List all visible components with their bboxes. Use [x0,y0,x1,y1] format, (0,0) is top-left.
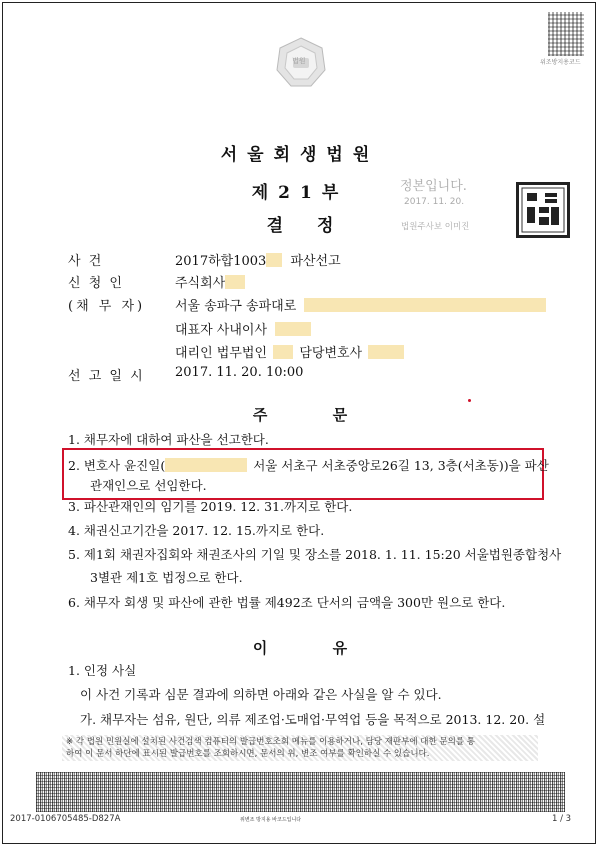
seal-glyphs [519,185,567,235]
issue-number: 2017-0106705485-D827A [10,814,121,824]
redaction [273,345,293,359]
redaction [165,458,247,472]
certified-officer: 법원주사보 이미진 [401,222,470,232]
court-seal [516,182,570,238]
order-item-6: 6. 채무자 회생 및 파산에 관한 법률 제492조 단서의 금액을 300만 원으로 한다. [68,595,506,610]
date-label: 선 고 일 시 [68,369,145,384]
redaction [225,275,245,289]
redaction [304,298,546,312]
court-name: 서울회생법원 [220,145,380,165]
reason-line-2: 가. 채무자는 섬유, 원단, 의류 제조업·도매업·무역업 등을 목적으로 2013. 12. 20. 설 [80,712,546,727]
anti-forgery-qr-code [548,12,584,56]
notice-line-2: 하여 이 문서 하단에 표시된 발급번호를 조회하시면, 문서의 위, 변조 여부를 확인하실 수 있습니다. [66,749,430,759]
document-type: 결정 [266,216,368,236]
order-item-2 [68,456,549,474]
order-item-3: 3. 파산관재인의 임기를 2019. 12. 31.까지로 한다. [68,499,353,514]
red-dot [468,399,471,402]
reason-heading: 이 유 [252,639,378,657]
applicant-label: 신 청 인 [68,276,124,291]
reason-line-1: 이 사건 기록과 심문 결과에 의하면 아래와 같은 사실을 알 수 있다. [80,687,442,702]
case-value [175,250,341,269]
redaction [266,253,282,267]
order-item-5: 5. 제1회 채권자집회와 채권조사의 기일 및 장소를 2018. 1. 11. 15:20 서울법원종합청사 [68,547,562,562]
debtor-address-text: 서울 송파구 송파대로 [175,299,297,314]
anti-forgery-barcode [36,772,565,812]
debtor-address [175,295,546,314]
barcode-caption: 위변조 방지용 바코드입니다 [240,817,302,823]
agent-suffix: 담당변호사 [299,346,363,361]
applicant-value [175,272,245,291]
order-item-2-cont: 관재인으로 선임한다. [90,478,207,493]
order-item-2-suffix: 서울 서초구 서초중앙로26길 13, 3층(서초동))을 파산 [253,458,549,473]
page-number: 1 / 3 [552,814,572,824]
debtor-label: (채 무 자) [68,299,146,314]
reason-subheading: 1. 인정 사실 [68,663,137,678]
applicant-name: 주식회사 [175,276,226,291]
date-value: 2017. 11. 20. 10:00 [175,365,304,380]
order-item-1: 1. 채무자에 대하여 파산을 선고한다. [68,432,269,447]
case-number: 2017하합1003 [175,254,267,269]
representative-label: 대표자 사내이사 [175,323,268,338]
emblem-label: 법원 [292,57,306,65]
order-heading: 주 문 [252,406,378,424]
case-name: 파산선고 [290,254,341,269]
court-emblem [275,36,327,88]
order-item-2-prefix: 2. 변호사 윤진일( [68,458,166,473]
redaction [275,322,311,336]
division-name: 제21부 [251,183,349,203]
verification-notice [62,735,538,761]
case-label: 사 건 [68,254,104,269]
redaction [368,345,404,359]
legal-agent [175,342,404,361]
order-item-5-cont: 3별관 제1호 법정으로 한다. [90,570,243,585]
agent-prefix: 대리인 법무법인 [175,346,268,361]
order-item-4: 4. 채권신고기간을 2017. 12. 15.까지로 한다. [68,523,325,538]
qr-caption: 위조방지용코드 [540,59,581,66]
representative [175,319,311,338]
notice-line-1: ※ 각 법원 민원실에 설치된 사건검색 컴퓨터의 발급번호조회 메뉴를 이용하거나, 담당 재판부에 대한 문의를 통 [66,737,475,747]
certified-copy-text: 정본입니다. [400,179,467,194]
certified-date: 2017. 11. 20. [404,197,465,207]
